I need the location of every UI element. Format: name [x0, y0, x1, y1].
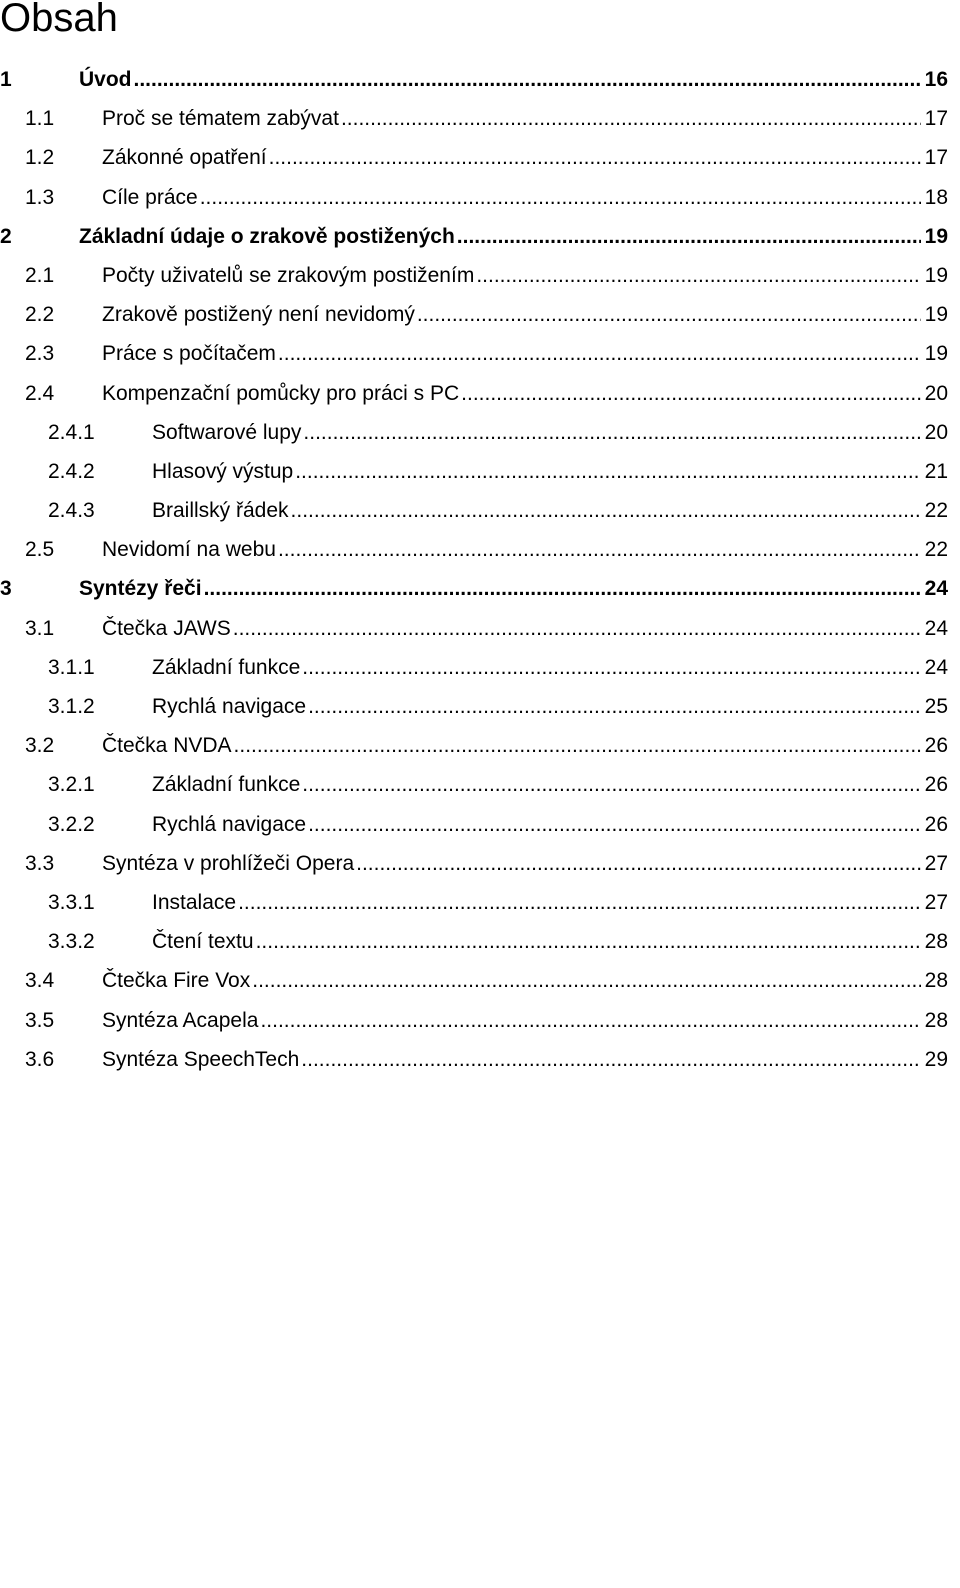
toc-entry-title: Základní údaje o zrakově postižených [79, 224, 455, 248]
toc-entry-page-number: 26 [924, 773, 948, 797]
toc-entry-title: Syntéza Acapela [102, 1008, 259, 1032]
toc-dot-leader [252, 969, 920, 993]
toc-entry-number: 3.3 [25, 851, 55, 875]
toc-entry-page-number: 16 [924, 68, 948, 91]
toc-entry-title: Základní funkce [152, 773, 301, 797]
toc-entry-number: 1.2 [25, 146, 55, 170]
toc-entry[interactable] [0, 891, 948, 930]
toc-entry-title: Nevidomí na webu [102, 538, 276, 562]
toc-entry-number: 3.1 [25, 616, 55, 640]
toc-dot-leader [204, 577, 921, 601]
toc-dot-leader [278, 538, 921, 562]
toc-entry-page-number: 17 [924, 107, 948, 131]
toc-dot-leader [303, 421, 920, 445]
toc-entry-title: Rychlá navigace [152, 812, 307, 836]
toc-entry-title: Braillský řádek [152, 499, 289, 523]
toc-dot-leader [234, 734, 921, 758]
toc-entry-page-number: 20 [924, 381, 948, 405]
toc-entry-page-number: 24 [924, 655, 948, 679]
toc-entry[interactable] [0, 68, 948, 107]
toc-entry[interactable] [0, 342, 948, 381]
toc-entry-number: 3.4 [25, 969, 55, 993]
toc-entry-page-number: 19 [924, 263, 948, 287]
toc-entry[interactable] [0, 225, 948, 264]
toc-dot-leader [269, 146, 921, 170]
toc-entry[interactable] [0, 695, 948, 734]
page-title: Obsah [0, 0, 118, 40]
toc-dot-leader [457, 225, 921, 249]
toc-dot-leader [278, 342, 921, 366]
toc-entry-number: 3.6 [25, 1047, 55, 1071]
toc-entry-title: Syntéza SpeechTech [102, 1047, 300, 1071]
toc-entry-page-number: 28 [924, 969, 948, 993]
toc-entry-number: 2 [0, 224, 12, 248]
toc-entry-title: Počty uživatelů se zrakovým postižením [102, 263, 475, 287]
toc-entry[interactable] [0, 382, 948, 421]
toc-entry-number: 3.2.2 [48, 812, 95, 836]
toc-entry[interactable] [0, 577, 948, 616]
toc-entry-title: Cíle práce [102, 185, 198, 209]
toc-entry[interactable] [0, 460, 948, 499]
toc-entry[interactable] [0, 930, 948, 969]
toc-entry-number: 1.3 [25, 185, 55, 209]
toc-entry-number: 3 [0, 577, 12, 601]
toc-dot-leader [308, 813, 921, 837]
toc-entry-page-number: 21 [924, 459, 948, 483]
toc-entry[interactable] [0, 656, 948, 695]
toc-dot-leader [476, 264, 920, 288]
toc-dot-leader [200, 186, 921, 210]
toc-dot-leader [295, 460, 920, 484]
toc-entry-title: Základní funkce [152, 655, 301, 679]
toc-entry-title: Softwarové lupy [152, 420, 302, 444]
toc-entry-number: 1.1 [25, 107, 55, 131]
toc-entry-page-number: 19 [924, 224, 948, 248]
toc-dot-leader [301, 1048, 920, 1072]
toc-dot-leader [134, 68, 921, 92]
toc-entry-title: Zrakově postižený není nevidomý [102, 303, 415, 327]
toc-entry-title: Instalace [152, 890, 237, 914]
toc-entry-number: 2.4 [25, 381, 55, 405]
toc-dot-leader [341, 107, 921, 131]
toc-entry-page-number: 26 [924, 812, 948, 836]
toc-entry[interactable] [0, 773, 948, 812]
toc-entry-number: 3.2 [25, 734, 55, 758]
toc-entry-page-number: 29 [924, 1047, 948, 1071]
toc-entry-title: Čtení textu [152, 930, 254, 954]
toc-entry-number: 3.5 [25, 1008, 55, 1032]
toc-dot-leader [233, 617, 921, 641]
toc-entry-title: Čtečka Fire Vox [102, 969, 251, 993]
toc-entry-page-number: 28 [924, 1008, 948, 1032]
toc-entry-number: 2.5 [25, 538, 55, 562]
toc-entry[interactable] [0, 852, 948, 891]
toc-entry[interactable] [0, 264, 948, 303]
toc-entry-title: Úvod [79, 68, 132, 91]
toc-entry-page-number: 17 [924, 146, 948, 170]
toc-dot-leader [302, 773, 920, 797]
toc-entry-number: 3.3.2 [48, 930, 95, 954]
toc-entry[interactable] [0, 421, 948, 460]
toc-entry-number: 3.1.2 [48, 695, 95, 718]
toc-entry-title: Hlasový výstup [152, 459, 294, 483]
toc-entry[interactable] [0, 617, 948, 656]
toc-entry-page-number: 22 [924, 499, 948, 523]
toc-entry-title: Kompenzační pomůcky pro práci s PC [102, 381, 460, 405]
toc-entry-page-number: 18 [924, 185, 948, 209]
toc-entry-title: Syntéza v prohlížeči Opera [102, 851, 355, 875]
toc-entry-number: 3.1.1 [48, 655, 95, 679]
toc-entry-number: 2.2 [25, 303, 55, 327]
toc-dot-leader [461, 382, 920, 406]
toc-dot-leader [238, 891, 921, 915]
toc-entry[interactable] [0, 146, 948, 185]
toc-dot-leader [256, 930, 921, 954]
toc-dot-leader [417, 303, 921, 327]
toc-entry-number: 2.4.3 [48, 499, 95, 523]
toc-entry[interactable] [0, 107, 948, 146]
toc-entry-title: Proč se tématem zabývat [102, 107, 339, 131]
toc-entry-number: 1 [0, 68, 12, 91]
toc-entry[interactable] [0, 734, 948, 773]
toc-entry-number: 3.2.1 [48, 773, 95, 797]
toc-entry-number: 2.1 [25, 263, 55, 287]
toc-entry-page-number: 26 [924, 734, 948, 758]
toc-entry[interactable] [0, 303, 948, 342]
table-of-contents [0, 68, 948, 1087]
toc-dot-leader [302, 656, 920, 680]
toc-entry-page-number: 28 [924, 930, 948, 954]
toc-entry-title: Syntézy řeči [79, 577, 202, 601]
toc-entry-page-number: 27 [924, 890, 948, 914]
toc-entry-page-number: 24 [924, 577, 948, 601]
toc-entry[interactable] [0, 1048, 948, 1087]
toc-entry-page-number: 24 [924, 616, 948, 640]
toc-entry-page-number: 19 [924, 342, 948, 366]
toc-entry-title: Čtečka NVDA [102, 734, 232, 758]
toc-entry-page-number: 19 [924, 303, 948, 327]
toc-entry-number: 2.4.1 [48, 420, 95, 444]
toc-entry-number: 2.4.2 [48, 459, 95, 483]
toc-dot-leader [260, 1009, 920, 1033]
toc-entry-number: 2.3 [25, 342, 55, 366]
toc-entry[interactable] [0, 813, 948, 852]
toc-entry-page-number: 20 [924, 420, 948, 444]
toc-entry-title: Práce s počítačem [102, 342, 276, 366]
toc-entry-number: 3.3.1 [48, 890, 95, 914]
toc-entry-title: Zákonné opatření [102, 146, 267, 170]
toc-entry[interactable] [0, 1009, 948, 1048]
toc-entry-page-number: 25 [924, 695, 948, 718]
toc-dot-leader [308, 695, 921, 719]
toc-entry[interactable] [0, 969, 948, 1008]
toc-entry-page-number: 22 [924, 538, 948, 562]
toc-entry[interactable] [0, 186, 948, 225]
toc-entry[interactable] [0, 538, 948, 577]
toc-dot-leader [291, 499, 921, 523]
toc-entry[interactable] [0, 499, 948, 538]
toc-entry-title: Rychlá navigace [152, 695, 307, 718]
toc-entry-title: Čtečka JAWS [102, 616, 231, 640]
toc-entry-page-number: 27 [924, 851, 948, 875]
toc-dot-leader [356, 852, 921, 876]
